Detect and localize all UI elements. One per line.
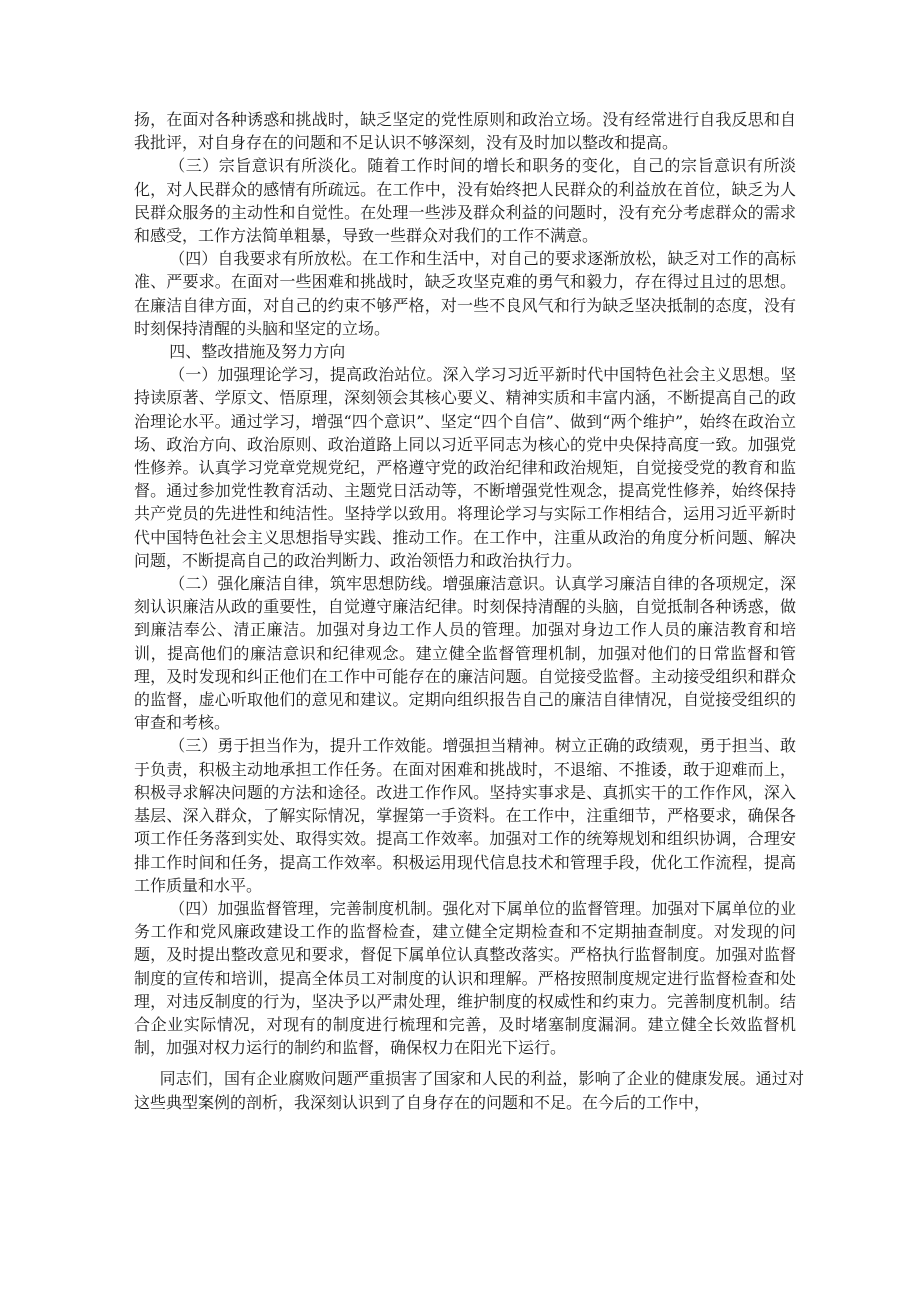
paragraph-continuation: 扬，在面对各种诱惑和挑战时，缺乏坚定的党性原则和政治立场。没有经常进行自我反思和自我批评，对自身存在的问题和不足认识不够深刻，没有及时加以整改和提高。: [134, 110, 796, 153]
section-heading-rectification: 四、整改措施及努力方向: [169, 342, 346, 362]
paragraph-self-requirement: （四）自我要求有所放松。在工作和生活中，对自己的要求逐渐放松，缺乏对工作的高标准、严要求。在面对一些困难和挑战时，缺乏攻坚克难的勇气和毅力，存在得过且过的思想。在廉洁自律方面，对自己的约束不够严格，对一些不良风气和行为缺乏坚决抵制的态度，没有时刻保持清醒的头脑和坚定的立场。: [134, 249, 796, 338]
document-body: [134, 108, 804, 1114]
paragraph-supervision: （四）加强监督管理，完善制度机制。强化对下属单位的监督管理。加强对下属单位的业务工作和党风廉政建设工作的监督检查，建立健全定期检查和不定期抽查制度。对发现的问题，及时提出整改意见和要求，督促下属单位认真整改落实。严格执行监督制度。加强对监督制度的宣传和培训，提高全体员工对制度的认识和理解。严格按照制度规定进行监督检查和处理，对违反制度的行为，坚决予以严肃处理，维护制度的权威性和约束力。完善制度机制。结合企业实际情况，对现有的制度进行梳理和完善，及时堵塞制度漏洞。建立健全长效监督机制，加强对权力运行的制约和监督，确保权力在阳光下运行。: [134, 898, 796, 1058]
paragraph-theory-study: （一）加强理论学习，提高政治站位。深入学习习近平新时代中国特色社会主义思想。坚持读原著、学原文、悟原理，深刻领会其核心要义、精神实质和丰富内涵，不断提高自己的政治理论水平。通过学习，增强“四个意识”、坚定“四个自信”、做到“两个维护”，始终在政治立场、政治方向、政治原则、政治道路上同以习近平同志为核心的党中央保持高度一致。加强党性修养。认真学习党章党规党纪，严格遵守党的政治纪律和政治规矩，自觉接受党的教育和监督。通过参加党性教育活动、主题党日活动等，不断增强党性观念，提高党性修养，始终保持共产党员的先进性和纯洁性。坚持学以致用。将理论学习与实际工作相结合，运用习近平新时代中国特色社会主义思想指导实践、推动工作。在工作中，注重从政治的角度分析问题、解决问题，不断提高自己的政治判断力、政治领悟力和政治执行力。: [134, 365, 796, 570]
paragraph-purpose-awareness: （三）宗旨意识有所淡化。随着工作时间的增长和职务的变化，自己的宗旨意识有所淡化，对人民群众的感情有所疏远。在工作中，没有始终把人民群众的利益放在首位，缺乏为人民群众服务的主动性和自觉性。在处理一些涉及群众利益的问题时，没有充分考虑群众的需求和感受，工作方法简单粗暴，导致一些群众对我们的工作不满意。: [134, 156, 796, 246]
paragraph-integrity: （二）强化廉洁自律，筑牢思想防线。增强廉洁意识。认真学习廉洁自律的各项规定，深刻认识廉洁从政的重要性，自觉遵守廉洁纪律。时刻保持清醒的头脑，自觉抵制各种诱惑，做到廉洁奉公、清正廉洁。加强对身边工作人员的管理。加强对身边工作人员的廉洁教育和培训，提高他们的廉洁意识和纪律观念。建立健全监督管理机制，加强对他们的日常监督和管理，及时发现和纠正他们在工作中可能存在的廉洁问题。自觉接受监督。主动接受组织和群众的监督，虚心听取他们的意见和建议。定期向组织报告自己的廉洁自律情况，自觉接受组织的审查和考核。: [134, 574, 796, 733]
paragraph-closing: 同志们，国有企业腐败问题严重损害了国家和人民的利益，影响了企业的健康发展。通过对这些典型案例的剖析，我深刻认识到了自身存在的问题和不足。在今后的工作中，: [134, 1069, 804, 1112]
paragraph-responsibility: （三）勇于担当作为，提升工作效能。增强担当精神。树立正确的政绩观，勇于担当、敢于负责，积极主动地承担工作任务。在面对困难和挑战时，不退缩、不推诿，敢于迎难而上，积极寻求解决问题的方法和途径。改进工作作风。坚持实事求是、真抓实干的工作作风，深入基层、深入群众，了解实际情况，掌握第一手资料。在工作中，注重细节，严格要求，确保各项工作任务落到实处、取得实效。提高工作效率。加强对工作的统筹规划和组织协调，合理安排工作时间和任务，提高工作效率。积极运用现代信息技术和管理手段，优化工作流程，提高工作质量和水平。: [134, 736, 796, 895]
